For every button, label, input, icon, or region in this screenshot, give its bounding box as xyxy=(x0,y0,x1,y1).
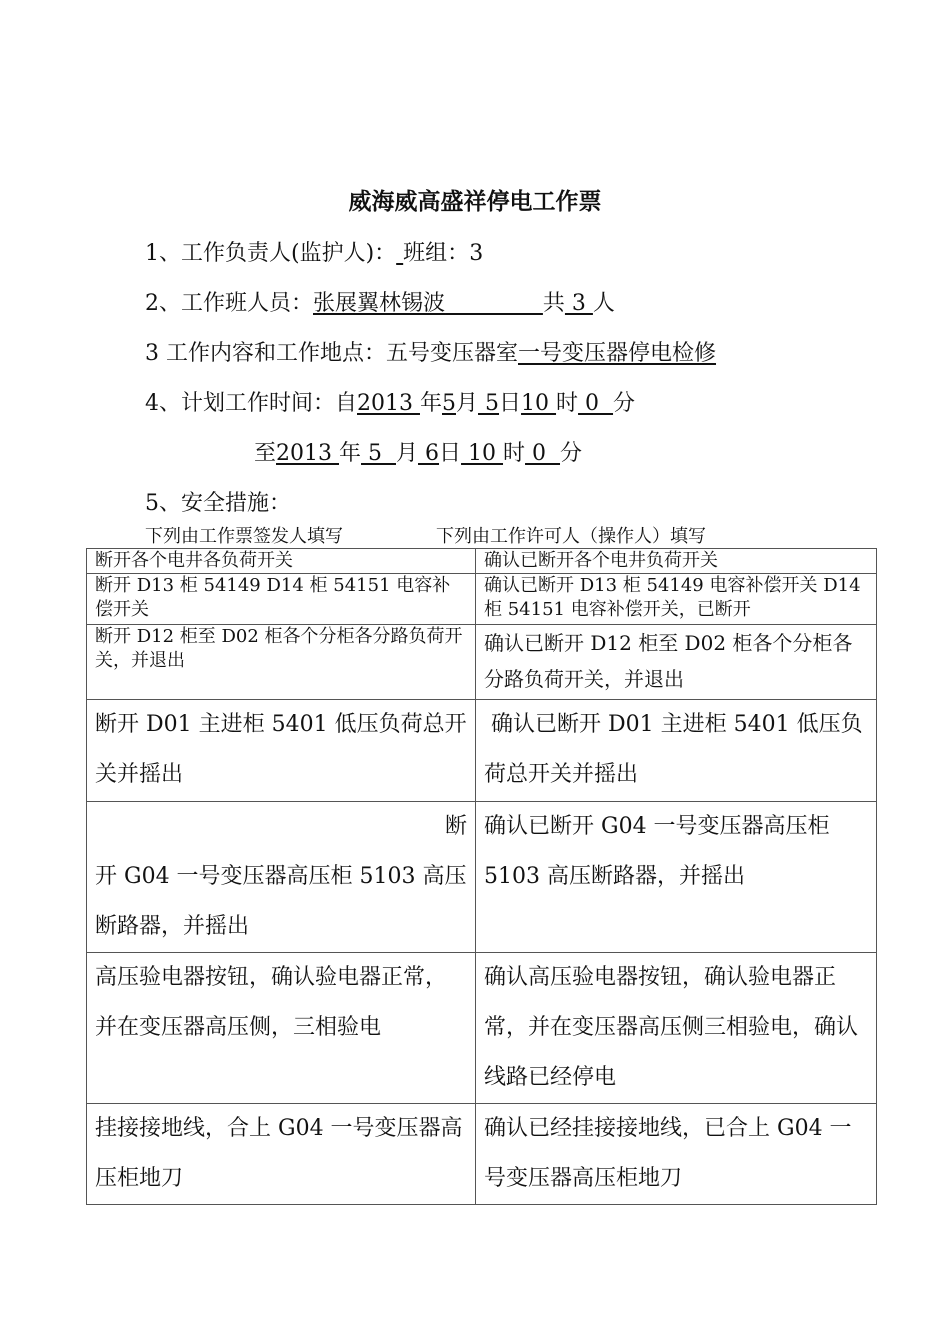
issuer-cell[interactable]: 断开各个电井各负荷开关 xyxy=(87,549,476,574)
from-hour-unit: 时 xyxy=(556,391,579,416)
issuer-cell[interactable]: 断开 D13 柜 54149 D14 柜 54151 电容补偿开关 xyxy=(87,574,476,625)
line-plan-time-from xyxy=(145,386,635,417)
from-month-unit: 月 xyxy=(456,391,479,416)
line-work-crew xyxy=(145,286,615,317)
content-value[interactable]: 一号变压器停电检修 xyxy=(518,341,717,366)
issuer-cell[interactable]: 高压验电器按钮，确认验电器正常，并在变压器高压侧，三相验电 xyxy=(87,953,476,1104)
issuer-cell[interactable]: 断开 D01 主进柜 5401 低压负荷总开关并摇出 xyxy=(87,700,476,802)
permitter-cell[interactable]: 确认已断开各个电井负荷开关 xyxy=(476,549,877,574)
table-row xyxy=(87,574,877,625)
permitter-cell[interactable]: 确认已断开 D13 柜 54149 电容补偿开关 D14 柜 54151 电容补偿开关，已断开 xyxy=(476,574,877,625)
to-day-unit: 日 xyxy=(439,441,462,466)
time-from-label: 4、计划工作时间：自 xyxy=(145,391,357,416)
line-work-leader xyxy=(145,236,483,267)
from-year[interactable]: 2013 xyxy=(357,391,420,416)
to-hour-unit: 时 xyxy=(503,441,526,466)
line-plan-time-to xyxy=(254,436,582,467)
line-safety-measures: 5、安全措施： xyxy=(145,491,291,516)
permitter-cell[interactable]: 确认高压验电器按钮，确认验电器正常，并在变压器高压侧三相验电，确认线路已经停电 xyxy=(476,953,877,1104)
permitter-cell[interactable]: 确认已断开 D12 柜至 D02 柜各个分柜各分路负荷开关，并退出 xyxy=(476,625,877,700)
table-row xyxy=(87,953,877,1104)
crew-names-text: 张展翼林锡波 xyxy=(313,291,446,316)
issuer-cell-line-1: 断 xyxy=(444,814,467,839)
permitter-cell[interactable]: 确认已断开 G04 一号变压器高压柜 5103 高压断路器，并摇出 xyxy=(476,802,877,953)
from-hour[interactable]: 10 xyxy=(521,391,557,416)
line-work-content xyxy=(145,336,716,367)
from-minute-unit: 分 xyxy=(613,391,636,416)
permitter-cell[interactable]: 确认已经挂接接地线，已合上 G04 一号变压器高压柜地刀 xyxy=(476,1104,877,1205)
to-month[interactable]: 5 xyxy=(361,441,396,466)
team-value[interactable]: 3 xyxy=(469,241,484,266)
to-day[interactable]: 6 xyxy=(418,441,440,466)
issuer-cell[interactable]: 断开 D12 柜至 D02 柜各个分柜各分路负荷开关，并退出 xyxy=(87,625,476,700)
issuer-column-caption: 下列由工作票签发人填写 xyxy=(145,526,343,547)
document-title: 威海威高盛祥停电工作票 xyxy=(348,188,602,215)
to-minute[interactable]: 0 xyxy=(525,441,561,466)
issuer-cell-line-2: 开 G04 一号变压器高压柜 5103 高压断路器，并摇出 xyxy=(95,864,467,939)
time-to-label: 至 xyxy=(254,441,277,466)
crew-count[interactable]: 3 xyxy=(564,291,593,316)
to-year-unit: 年 xyxy=(339,441,362,466)
issuer-cell[interactable] xyxy=(87,802,476,953)
table-row xyxy=(87,802,877,953)
team-label: 班组： xyxy=(403,241,470,266)
to-month-unit: 月 xyxy=(396,441,419,466)
table-row xyxy=(87,700,877,802)
crew-label: 2、工作班人员： xyxy=(145,291,313,316)
permitter-column-caption: 下列由工作许可人（操作人）填写 xyxy=(436,526,706,547)
from-year-unit: 年 xyxy=(419,391,442,416)
to-hour[interactable]: 10 xyxy=(461,441,504,466)
issuer-cell[interactable]: 挂接接地线，合上 G04 一号变压器高压柜地刀 xyxy=(87,1104,476,1205)
from-day[interactable]: 5 xyxy=(478,391,500,416)
crew-names-blank xyxy=(445,291,543,316)
permitter-cell[interactable]: 确认已断开 D01 主进柜 5401 低压负荷总开关并摇出 xyxy=(476,700,877,802)
from-minute[interactable]: 0 xyxy=(578,391,614,416)
table-row xyxy=(87,1104,877,1205)
crew-names[interactable] xyxy=(313,291,543,316)
from-month[interactable]: 5 xyxy=(442,391,456,416)
leader-label: 1、工作负责人(监护人)： xyxy=(145,241,397,266)
table-row xyxy=(87,625,877,700)
to-minute-unit: 分 xyxy=(560,441,583,466)
from-day-unit: 日 xyxy=(499,391,522,416)
content-label: 3 工作内容和工作地点：五号变压器室 xyxy=(145,341,518,366)
to-year[interactable]: 2013 xyxy=(276,441,339,466)
safety-measures-table xyxy=(86,548,877,1205)
table-row xyxy=(87,549,877,574)
crew-count-unit: 人 xyxy=(592,291,615,316)
crew-count-label: 共 xyxy=(542,291,565,316)
